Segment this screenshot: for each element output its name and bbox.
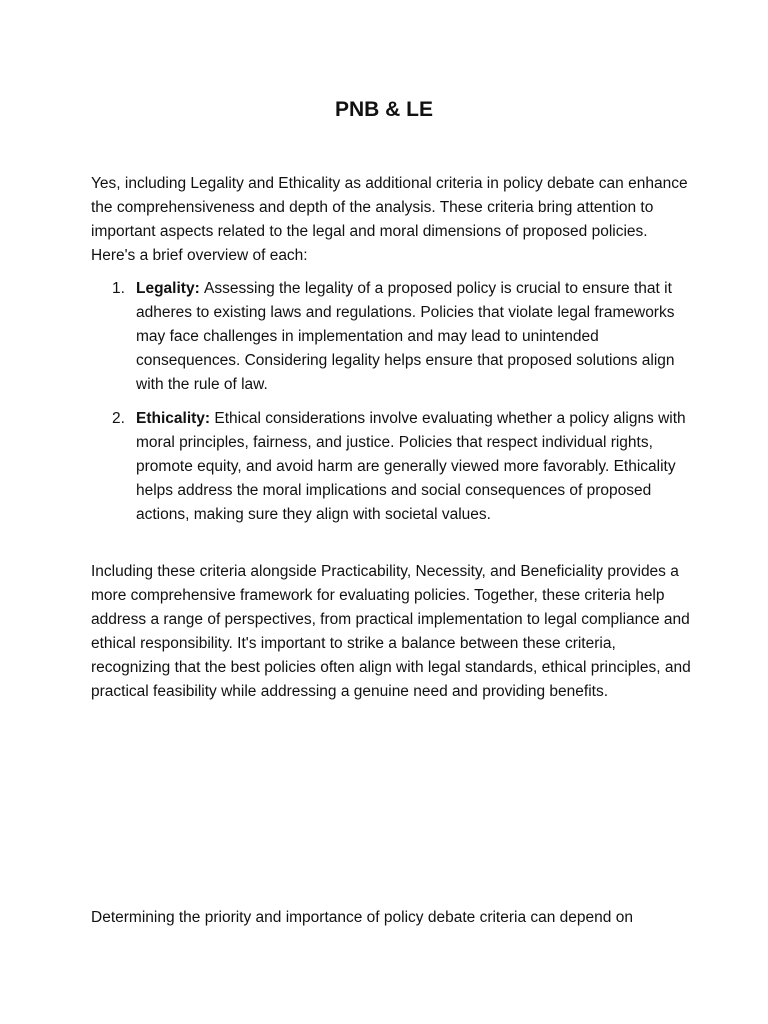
- list-item-number: 1.: [112, 280, 125, 297]
- list-item-term: Legality:: [136, 280, 205, 297]
- list-item-term: Ethicality:: [136, 410, 215, 427]
- intro-paragraph: Yes, including Legality and Ethicality as additional criteria in policy debate can enhance the comprehensiveness and depth of the analysis. These criteria bring attention to important aspects related to the legal and moral dimensions of proposed policies. Here's a brief overview of each:: [91, 175, 688, 264]
- document-title: PNB & LE: [334, 98, 433, 121]
- list-item-legality: [91, 277, 691, 397]
- criteria-list: [91, 277, 691, 527]
- trailing-paragraph: Determining the priority and importance of policy debate criteria can depend on: [91, 909, 633, 926]
- list-item-text: Assessing the legality of a proposed policy is crucial to ensure that it adheres to existing laws and regulations. Policies that violate legal frameworks may face challenges in implementation and may lead to unintended consequences. Considering legality helps ensure that proposed solutions align with the rule of law.: [136, 280, 675, 393]
- list-item-number: 2.: [112, 410, 125, 427]
- list-item-text: Ethical considerations involve evaluating whether a policy aligns with moral principles, fairness, and justice. Policies that respect individual rights, promote equity, and avoid harm are generally viewed more favorably. Ethicality helps address the moral implications and social consequences of proposed actions, making sure they align with societal values.: [136, 410, 686, 523]
- list-item-ethicality: [91, 407, 691, 527]
- closing-paragraph: Including these criteria alongside Practicability, Necessity, and Beneficiality provides a more comprehensive framework for evaluating policies. Together, these criteria help address a range of perspectives, from practical implementation to legal compliance and ethical responsibility. It's important to strike a balance between these criteria, recognizing that the best policies often align with legal standards, ethical principles, and practical feasibility while addressing a genuine need and providing benefits.: [91, 563, 691, 700]
